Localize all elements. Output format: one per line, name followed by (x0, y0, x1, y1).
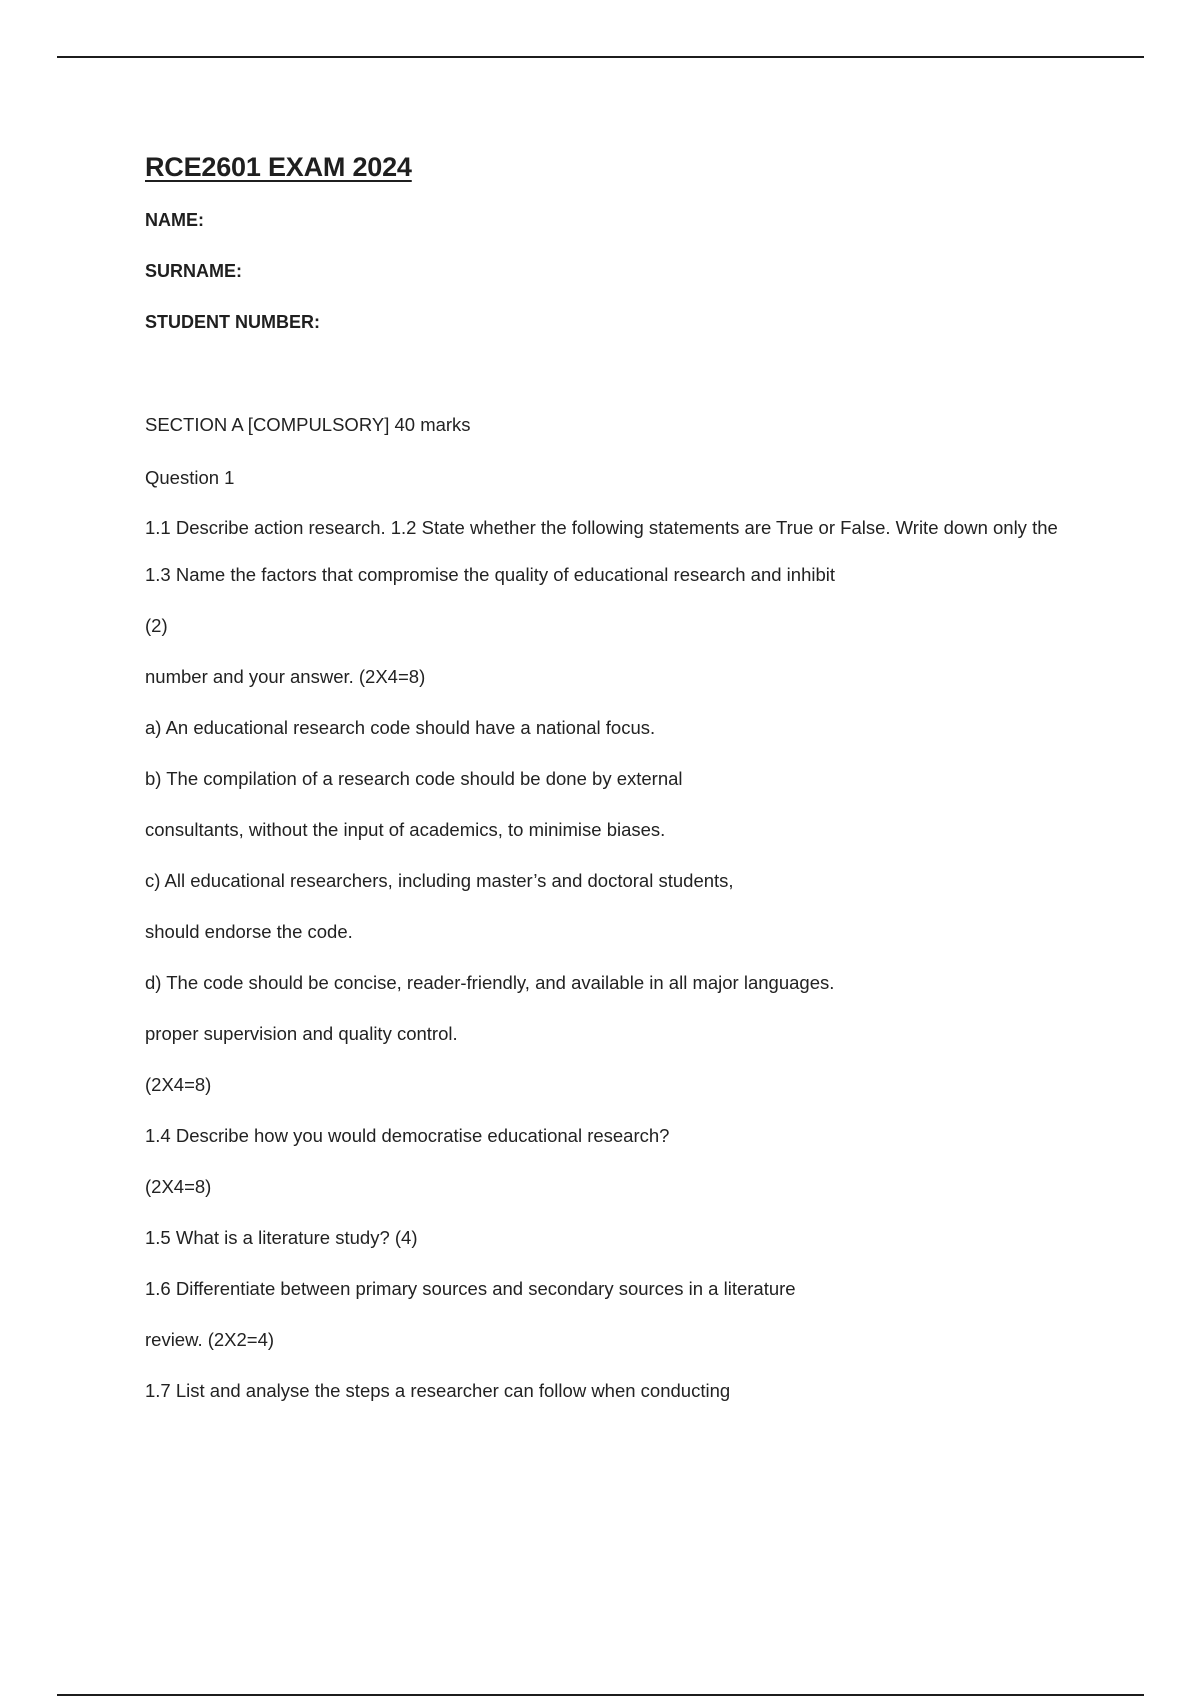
surname-field-label: SURNAME: (145, 261, 242, 281)
question-line: 1.7 List and analyse the steps a researcher can follow when conducting (145, 1380, 731, 1401)
question-line: 1.4 Describe how you would democratise educational research? (145, 1125, 670, 1146)
bottom-divider (57, 1694, 1144, 1696)
question-line: 1.3 Name the factors that compromise the quality of educational research and inhibit (145, 564, 836, 585)
section-heading: SECTION A [COMPULSORY] 40 marks (145, 414, 471, 435)
question-line: proper supervision and quality control. (145, 1023, 458, 1044)
question-line: b) The compilation of a research code should be done by external (145, 768, 683, 789)
question-label: Question 1 (145, 467, 235, 488)
question-line: 1.6 Differentiate between primary sources and secondary sources in a literature (145, 1278, 796, 1299)
question-line: (2X4=8) (145, 1074, 212, 1095)
question-line: 1.5 What is a literature study? (4) (145, 1227, 418, 1248)
question-line: 1.1 Describe action research. 1.2 State whether the following statements are True or False. Write down only the (145, 517, 1058, 538)
question-line: (2X4=8) (145, 1176, 212, 1197)
name-field-label: NAME: (145, 210, 204, 230)
question-line: review. (2X2=4) (145, 1329, 275, 1350)
question-line: should endorse the code. (145, 921, 353, 942)
exam-title: RCE2601 EXAM 2024 (145, 152, 412, 182)
page-content (145, 145, 1085, 1404)
student-number-field-label: STUDENT NUMBER: (145, 312, 320, 332)
question-line: consultants, without the input of academics, to minimise biases. (145, 819, 666, 840)
question-line: c) All educational researchers, including master’s and doctoral students, (145, 870, 734, 891)
question-line: d) The code should be concise, reader-friendly, and available in all major languages. (145, 972, 835, 993)
question-line: (2) (145, 615, 168, 636)
question-line: number and your answer. (2X4=8) (145, 666, 426, 687)
question-line: a) An educational research code should have a national focus. (145, 717, 656, 738)
top-divider (57, 56, 1144, 58)
